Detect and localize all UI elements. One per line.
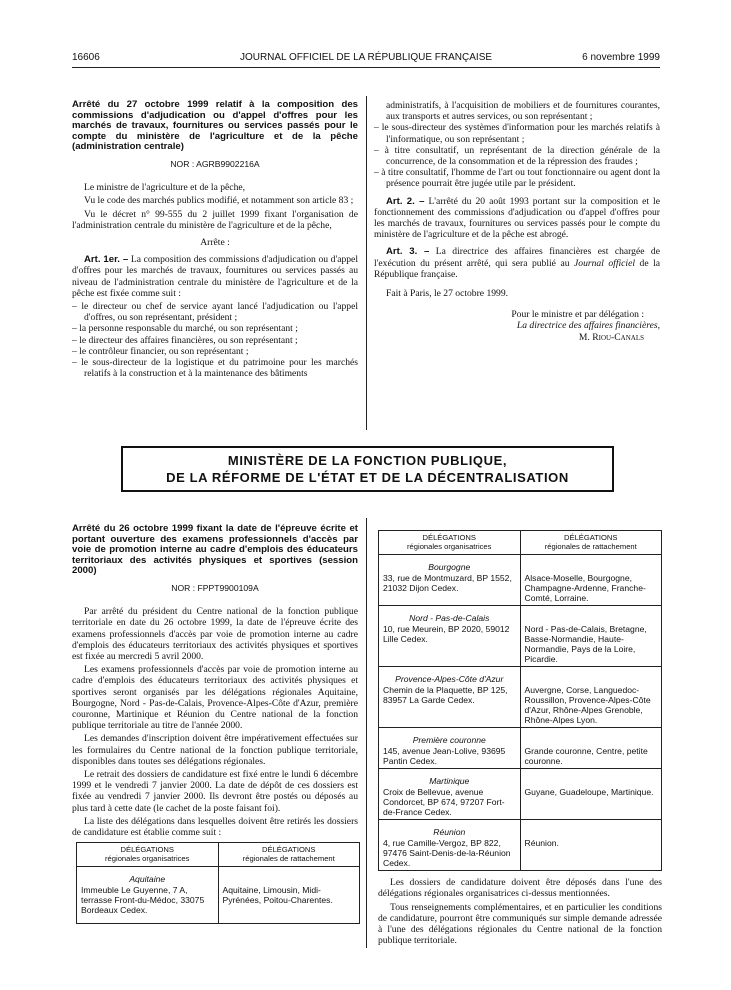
region-name: Martinique bbox=[429, 776, 470, 787]
header-text: DÉLÉGATIONS bbox=[262, 845, 316, 854]
region-name: Bourgogne bbox=[428, 562, 471, 573]
arrete-1-article-3 bbox=[374, 246, 660, 280]
header-rule bbox=[72, 67, 660, 68]
attached-regions: Aquitaine, Limousin, Midi-Pyrénées, Poitou-Charentes. bbox=[222, 885, 333, 906]
region-address: 10, rue Meurein, BP 2020, 59012 Lille Cedex. bbox=[383, 624, 510, 645]
header-text: DÉLÉGATIONS bbox=[120, 845, 174, 854]
header-text: DÉLÉGATIONS bbox=[564, 533, 618, 542]
signature-line-1: Pour le ministre et par délégation : bbox=[511, 309, 644, 321]
region-address: Chemin de la Plaquette, BP 125, 83957 La Garde Cedex. bbox=[383, 685, 508, 706]
arrete-1-left-column bbox=[72, 100, 358, 379]
organiser-cell bbox=[379, 606, 521, 667]
arrete-2-title: Arrêté du 26 octobre 1999 fixant la date de l'épreuve écrite et portant ouverture des examens professionnels d'accès par voie de promotion interne au cadre d'emplois des éducateurs territoriaux des activités physiques et sportives (session 2000) bbox=[72, 523, 358, 577]
attached-regions: Réunion. bbox=[524, 838, 559, 849]
attached-regions: Alsace-Moselle, Bourgogne, Champagne-Ardenne, Franche-Comté, Lorraine. bbox=[524, 573, 646, 604]
header-text: DÉLÉGATIONS bbox=[422, 533, 476, 542]
organiser-cell bbox=[379, 820, 521, 871]
arrete-2-para-4: Le retrait des dossiers de candidature est fixé entre le lundi 6 décembre 1999 et le vendredi 7 janvier 2000. La date de dépôt de ces dossiers est fixée au vendredi 7 janvier 2000. Ils devront être postés ou déposés au plus tard à cette date (le cachet de la poste faisant foi). bbox=[72, 769, 358, 814]
arrete-2-para-1: Par arrêté du président du Centre national de la fonction publique territoriale en date du 26 octobre 1999, la date de l'épreuve écrite des examens professionnels d'accès par voie de promotion interne au cadre d'emplois des éducateurs territoriaux des activités physiques et sportives est fixée au mercredi 5 avril 2000. bbox=[72, 606, 358, 662]
attached-regions: Auvergne, Corse, Languedoc-Roussillon, Provence-Alpes-Côte d'Azur, Rhône-Alpes Grenoble, Rhône-Alpes Lyon. bbox=[524, 685, 651, 726]
table-header-organisers bbox=[77, 843, 219, 867]
table-header-row bbox=[379, 531, 662, 555]
attached-cell bbox=[520, 820, 662, 871]
region-name: Aquitaine bbox=[129, 874, 166, 885]
list-item: – le sous-directeur de la logistique et du patrimoine pour les marchés relatifs à la construction et à la maintenance des bâtiments bbox=[72, 357, 358, 380]
signature-line-2: La directrice des affaires financières, bbox=[516, 320, 660, 332]
attached-cell bbox=[520, 555, 662, 606]
article-3-text-a: La directrice des affaires financières est chargée de l'exécution du présent arrêté, qui sera publié au bbox=[374, 246, 660, 269]
running-header bbox=[72, 52, 660, 66]
arrete-2-nor: NOR : FPPT9900109A bbox=[171, 582, 259, 593]
organiser-cell bbox=[379, 555, 521, 606]
arrete-1-article-2 bbox=[374, 196, 660, 241]
table-header-row bbox=[77, 843, 360, 867]
attached-regions: Nord - Pas-de-Calais, Bretagne, Basse-Normandie, Haute-Normandie, Pays de la Loire, Picardie. bbox=[524, 624, 647, 665]
list-item: – à titre consultatif, un représentant de la direction générale de la concurrence, de la consommation et de la répression des fraudes ; bbox=[374, 144, 660, 168]
organiser-cell bbox=[379, 667, 521, 728]
banner-line-1: MINISTÈRE DE LA FONCTION PUBLIQUE, bbox=[227, 453, 508, 468]
column-divider-bottom bbox=[366, 518, 367, 948]
arrete-1-minister: Le ministre de l'agriculture et de la pêche, bbox=[84, 182, 246, 194]
arrete-1-visa-2: Vu le décret n° 99-555 du 2 juillet 1999 fixant l'organisation de l'administration centrale du ministère de l'agriculture et de la pêche, bbox=[72, 208, 358, 231]
journal-title: JOURNAL OFFICIEL DE LA RÉPUBLIQUE FRANÇAISE bbox=[239, 52, 493, 63]
page-number: 16606 bbox=[72, 52, 100, 63]
region-address: Croix de Bellevue, avenue Condorcet, BP 674, 97207 Fort-de-France Cedex. bbox=[383, 787, 505, 818]
region-address: 4, rue Camille-Vergoz, BP 822, 97476 Saint-Denis-de-la-Réunion Cedex. bbox=[383, 838, 511, 869]
attached-regions: Guyane, Guadeloupe, Martinique. bbox=[524, 787, 654, 798]
header-subtext: régionales organisatrices bbox=[407, 541, 492, 551]
attached-cell bbox=[520, 769, 662, 820]
region-address: Immeuble Le Guyenne, 7 A, terrasse Front-du-Médoc, 33075 Bordeaux Cedex. bbox=[81, 885, 205, 916]
list-item: – le sous-directeur des systèmes d'information pour les marchés relatifs à l'informatique, ou son représentant ; bbox=[374, 122, 660, 145]
table-row bbox=[379, 667, 662, 728]
arrete-1-arrete: Arrête : bbox=[200, 236, 230, 248]
arrete-2-para-2: Les examens professionnels d'accès par voie de promotion interne au cadre d'emplois des éducateurs territoriaux des activités physiques et sportives seront organisés par les délégations régionales Aquitaine, Bourgogne, Nord - Pas-de-Calais, Provence-Alpes-Côte d'Azur, première couronne, Martinique et Réunion du Centre national de la fonction publique territoriale au titre de l'année 2000. bbox=[72, 664, 358, 732]
region-name: Nord - Pas-de-Calais bbox=[409, 613, 490, 624]
region-address: 145, avenue Jean-Lolive, 93695 Pantin Cedex. bbox=[383, 746, 506, 767]
article-2-label: Art. 2. – bbox=[386, 195, 425, 207]
table-row bbox=[379, 728, 662, 769]
table-header-attached bbox=[218, 843, 360, 867]
article-3-text-b: de la République française. bbox=[374, 257, 661, 280]
arrete-2-para-5: La liste des délégations dans lesquelles doivent être retirés les dossiers de candidature est établie comme suit : bbox=[72, 815, 358, 839]
arrete-1-title: Arrêté du 27 octobre 1999 relatif à la composition des commissions d'adjudication ou d'appel d'offres pour les marchés de travaux, fournitures ou services passés pour le compte du ministère de l'agriculture et de la pêche (administration centrale) bbox=[72, 99, 358, 153]
list-item-continued: administratifs, à l'acquisition de mobiliers et de fournitures courantes, aux transports et autres services, ou son représentant ; bbox=[386, 100, 660, 123]
attached-cell bbox=[520, 728, 662, 769]
organiser-cell bbox=[77, 867, 219, 924]
arrete-2-after-2: Tous renseignements complémentaires, et en particulier les conditions de candidature, pourront être communiqués sur simple demande adressée à l'une des délégations régionales du Centre national de la fonction publique territoriale. bbox=[378, 901, 662, 947]
delegations-table-right bbox=[378, 530, 662, 948]
attached-cell bbox=[218, 867, 360, 924]
article-3-journal: Journal officiel bbox=[574, 257, 636, 269]
arrete-2-para-3: Les demandes d'inscription doivent être impérativement effectuées sur les formulaires du Centre national de la fonction publique territoriale, disponibles dans toutes ses délégations régionales. bbox=[72, 733, 358, 767]
column-divider-top bbox=[366, 96, 367, 430]
list-item: – le contrôleur financier, ou son représentant ; bbox=[72, 345, 249, 357]
table-row bbox=[379, 555, 662, 606]
region-name: Provence-Alpes-Côte d'Azur bbox=[395, 674, 504, 685]
list-item: – le directeur ou chef de service ayant lancé l'adjudication ou l'appel d'offres, ou son représentant, président ; bbox=[72, 301, 358, 324]
article-3-label: Art. 3. – bbox=[386, 246, 430, 258]
article-1-label: Art. 1er. – bbox=[84, 254, 129, 266]
attached-cell bbox=[520, 667, 662, 728]
issue-date: 6 novembre 1999 bbox=[582, 52, 660, 63]
article-1-text: La composition des commissions d'adjudication ou d'appel d'offres pour les marchés de travaux, fournitures ou services passés au niveau de l'administration centrale du ministère de l'agriculture et de la pêche est fixée comme suit : bbox=[72, 254, 358, 299]
region-name: Réunion bbox=[433, 827, 466, 838]
arrete-1-right-column bbox=[374, 100, 660, 343]
banner-line-2: DE LA RÉFORME DE L'ÉTAT ET DE LA DÉCENTRALISATION bbox=[166, 470, 569, 485]
table-header-attached bbox=[520, 531, 662, 555]
organiser-cell bbox=[379, 728, 521, 769]
header-subtext: régionales de rattachement bbox=[544, 541, 637, 551]
signature-name: M. Riou-Canals bbox=[578, 331, 644, 343]
table-row bbox=[379, 606, 662, 667]
header-subtext: régionales de rattachement bbox=[242, 853, 335, 863]
region-name: Première couronne bbox=[412, 735, 486, 746]
table-row bbox=[379, 769, 662, 820]
arrete-2-closing bbox=[378, 877, 662, 946]
arrete-1-visa-1: Vu le code des marchés publics modifié, et notamment son article 83 ; bbox=[84, 195, 354, 207]
table-header-organisers bbox=[379, 531, 521, 555]
attached-cell bbox=[520, 606, 662, 667]
table-row bbox=[379, 820, 662, 871]
table-row bbox=[77, 867, 360, 924]
arrete-1-nor: NOR : AGRB9902216A bbox=[170, 158, 260, 169]
attached-regions: Grande couronne, Centre, petite couronne. bbox=[524, 746, 648, 767]
list-item: – à titre consultatif, l'homme de l'art ou tout fonctionnaire ou agent dont la présence pourrait être jugée utile par le président. bbox=[374, 167, 660, 190]
article-2-text: L'arrêté du 20 août 1993 portant sur la composition et le fonctionnement des commissions d'adjudication ou d'appel d'offres pour les marchés de travaux, fournitures ou services passés pour le compte du ministère de l'agriculture et de la pêche est abrogé. bbox=[374, 195, 660, 241]
list-item: – le directeur des affaires financières, ou son représentant ; bbox=[72, 334, 298, 346]
delegations-table-left bbox=[76, 842, 360, 924]
arrete-2-left-column bbox=[72, 524, 358, 840]
header-subtext: régionales organisatrices bbox=[105, 853, 190, 863]
ministry-banner bbox=[121, 446, 614, 492]
list-item: – la personne responsable du marché, ou son représentant ; bbox=[72, 323, 298, 335]
arrete-2-after-1: Les dossiers de candidature doivent être déposés dans l'une des délégations régionales organisatrices ci-dessus mentionnées. bbox=[378, 877, 662, 900]
arrete-1-done: Fait à Paris, le 27 octobre 1999. bbox=[386, 288, 509, 300]
organiser-cell bbox=[379, 769, 521, 820]
arrete-1-article-1 bbox=[72, 254, 358, 299]
region-address: 33, rue de Montmuzard, BP 1552, 21032 Dijon Cedex. bbox=[383, 573, 512, 594]
